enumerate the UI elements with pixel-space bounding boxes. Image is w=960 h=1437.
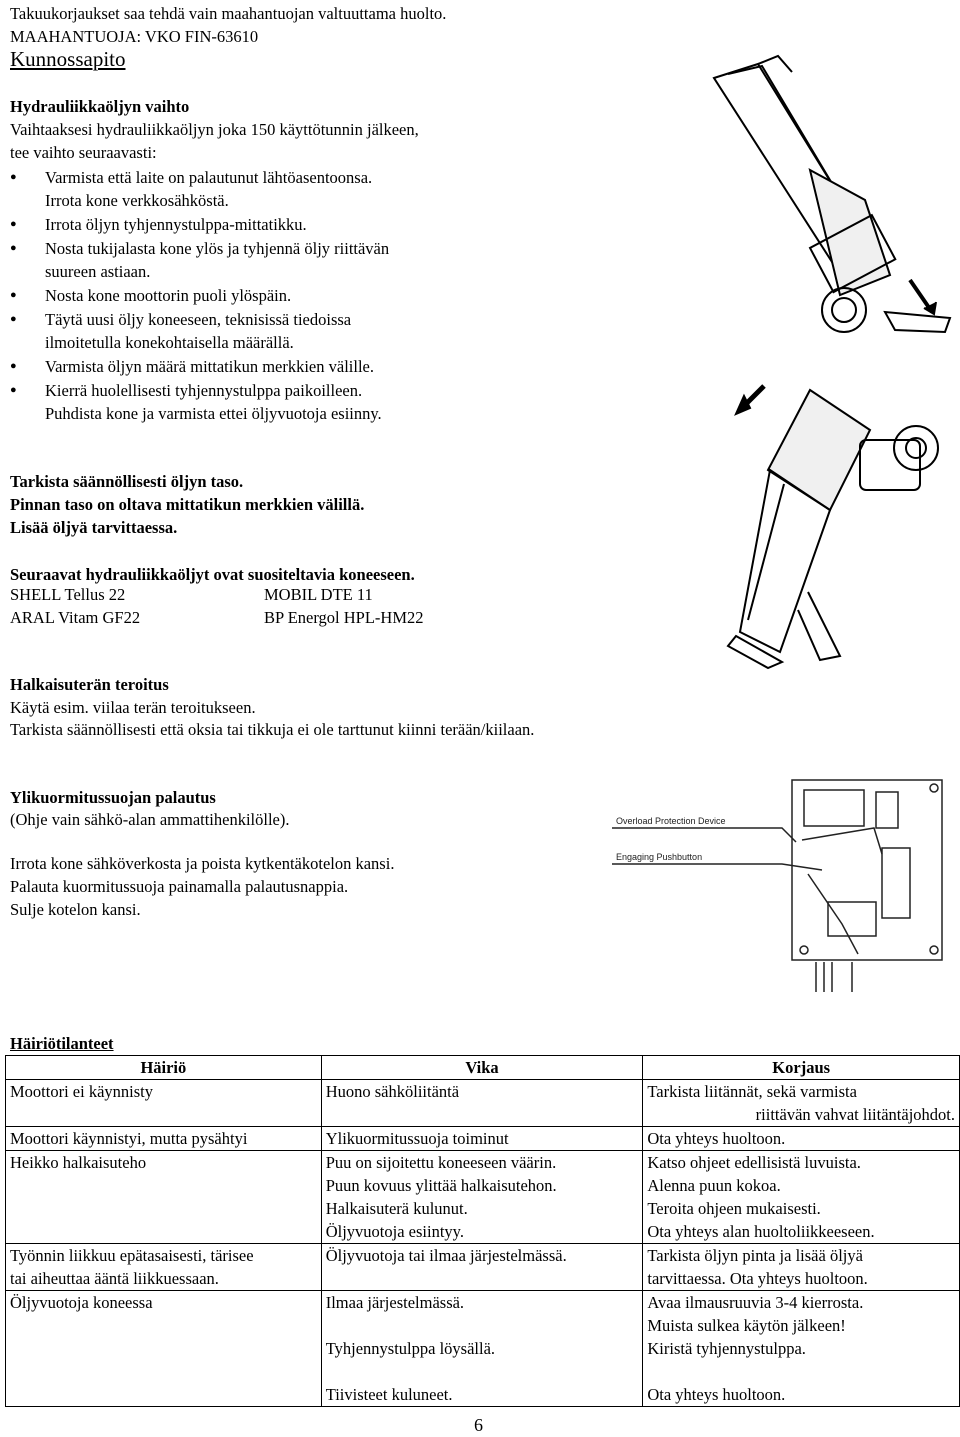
table-row bbox=[6, 1291, 960, 1407]
column-header: Vika bbox=[321, 1056, 643, 1080]
table-cell: Ylikuormitussuoja toiminut bbox=[321, 1127, 643, 1151]
table-row bbox=[6, 1127, 960, 1151]
table-cell: Moottori ei käynnisty bbox=[6, 1080, 322, 1127]
oil-check-line-3: Lisää öljyä tarvittaessa. bbox=[10, 518, 178, 537]
table-row bbox=[6, 1080, 960, 1127]
sharpening-heading: Halkaisuterän teroitus bbox=[10, 675, 169, 694]
splitter-upright-illustration bbox=[720, 370, 945, 670]
table-cell: Työnnin liikkuu epätasaisesti, tärisee tai aiheuttaa ääntä liikkuessaan. bbox=[6, 1244, 322, 1291]
table-row bbox=[6, 1244, 960, 1291]
table-cell: Öljyvuotoja tai ilmaa järjestelmässä. bbox=[321, 1244, 643, 1291]
list-item: ● Täytä uusi öljy koneeseen, teknisissä tiedoissa ilmoitetulla konekohtaisella määrällä. bbox=[10, 308, 389, 354]
list-item: ● Irrota öljyn tyhjennystulppa-mittatikku. bbox=[10, 213, 389, 236]
list-item: ● Varmista öljyn määrä mittatikun merkkien välille. bbox=[10, 355, 389, 378]
overload-line-1: Irrota kone sähköverkosta ja poista kytkentäkotelon kansi. bbox=[10, 854, 395, 873]
page-title: Kunnossapito bbox=[10, 47, 126, 71]
table-cell: Tarkista öljyn pinta ja lisää öljyä tarvittaessa. Ota yhteys huoltoon. bbox=[643, 1244, 960, 1291]
table-cell: Puu on sijoitettu koneeseen väärin. Puun kovuus ylittää halkaisutehon. Halkaisuterä kulunut. Öljyvuotoja esiintyy. bbox=[321, 1151, 643, 1244]
oil-check-line-2: Pinnan taso on oltava mittatikun merkkien välillä. bbox=[10, 495, 365, 514]
list-item: ● Nosta kone moottorin puoli ylöspäin. bbox=[10, 284, 389, 307]
list-item: ● Kierrä huolellisesti tyhjennystulppa paikoilleen. Puhdista kone ja varmista ettei öljyvuotoja esiinny. bbox=[10, 379, 389, 425]
oil-change-intro-2: tee vaihto seuraavasti: bbox=[10, 143, 157, 162]
overload-line-3: Sulje kotelon kansi. bbox=[10, 900, 141, 919]
recommended-oils-heading: Seuraavat hydrauliikkaöljyt ovat suositeltavia koneeseen. bbox=[10, 565, 415, 584]
table-cell: Tarkista liitännät, sekä varmista riittävän vahvat liitäntäjohdot. bbox=[643, 1080, 960, 1127]
overload-heading: Ylikuormitussuojan palautus bbox=[10, 788, 216, 807]
column-header: Häiriö bbox=[6, 1056, 322, 1080]
page-number: 6 bbox=[474, 1415, 483, 1435]
overload-note: (Ohje vain sähkö-alan ammattihenkilölle). bbox=[10, 810, 290, 829]
list-item: ● Nosta tukijalasta kone ylös ja tyhjennä öljy riittävän suureen astiaan. bbox=[10, 237, 389, 283]
splitter-tilted-illustration bbox=[700, 50, 960, 345]
oil-change-steps bbox=[10, 166, 389, 425]
wiring-box-diagram bbox=[612, 774, 960, 999]
sharpening-line-1: Käytä esim. viilaa terän teroitukseen. bbox=[10, 698, 256, 717]
header-importer-line: MAAHANTUOJA: VKO FIN-63610 bbox=[10, 27, 259, 46]
sharpening-line-2: Tarkista säännöllisesti että oksia tai tikkuja ei ole tarttunut kiinni terään/kiilaan. bbox=[10, 720, 535, 739]
overload-protection-label: Overload Protection Device bbox=[616, 816, 726, 826]
table-cell: Heikko halkaisuteho bbox=[6, 1151, 322, 1244]
table-cell: Moottori käynnistyi, mutta pysähtyi bbox=[6, 1127, 322, 1151]
faults-table bbox=[5, 1055, 960, 1407]
faults-heading: Häiriötilanteet bbox=[10, 1034, 114, 1053]
overload-line-2: Palauta kuormitussuoja painamalla palautusnappia. bbox=[10, 877, 349, 896]
table-cell: Ota yhteys huoltoon. bbox=[643, 1127, 960, 1151]
header-warranty-line: Takuukorjaukset saa tehdä vain maahantuojan valtuuttama huolto. bbox=[10, 4, 447, 23]
oil-check-line-1: Tarkista säännöllisesti öljyn taso. bbox=[10, 472, 244, 491]
table-cell: Öljyvuotoja koneessa bbox=[6, 1291, 322, 1407]
oil-change-intro-1: Vaihtaaksesi hydrauliikkaöljyn joka 150 käyttötunnin jälkeen, bbox=[10, 120, 419, 139]
oil-row: SHELL Tellus 22 MOBIL DTE 11 bbox=[10, 585, 373, 604]
table-cell: Ilmaa järjestelmässä. Tyhjennystulppa löysällä. Tiivisteet kuluneet. bbox=[321, 1291, 643, 1407]
table-row bbox=[6, 1151, 960, 1244]
table-cell: Avaa ilmausruuvia 3-4 kierrosta. Muista sulkea käytön jälkeen! Kiristä tyhjennystulppa. Ota yhteys huoltoon. bbox=[643, 1291, 960, 1407]
column-header: Korjaus bbox=[643, 1056, 960, 1080]
engaging-pushbutton-label: Engaging Pushbutton bbox=[616, 852, 703, 862]
table-header-row bbox=[6, 1056, 960, 1080]
table-cell: Huono sähköliitäntä bbox=[321, 1080, 643, 1127]
table-cell: Katso ohjeet edellisistä luvuista. Alenna puun kokoa. Teroita ohjeen mukaisesti. Ota yhteys alan huoltoliikkeeseen. bbox=[643, 1151, 960, 1244]
oil-row: ARAL Vitam GF22 BP Energol HPL-HM22 bbox=[10, 608, 424, 627]
oil-change-heading: Hydrauliikkaöljyn vaihto bbox=[10, 97, 190, 116]
list-item: ● Varmista että laite on palautunut lähtöasentoonsa. Irrota kone verkkosähköstä. bbox=[10, 166, 389, 212]
